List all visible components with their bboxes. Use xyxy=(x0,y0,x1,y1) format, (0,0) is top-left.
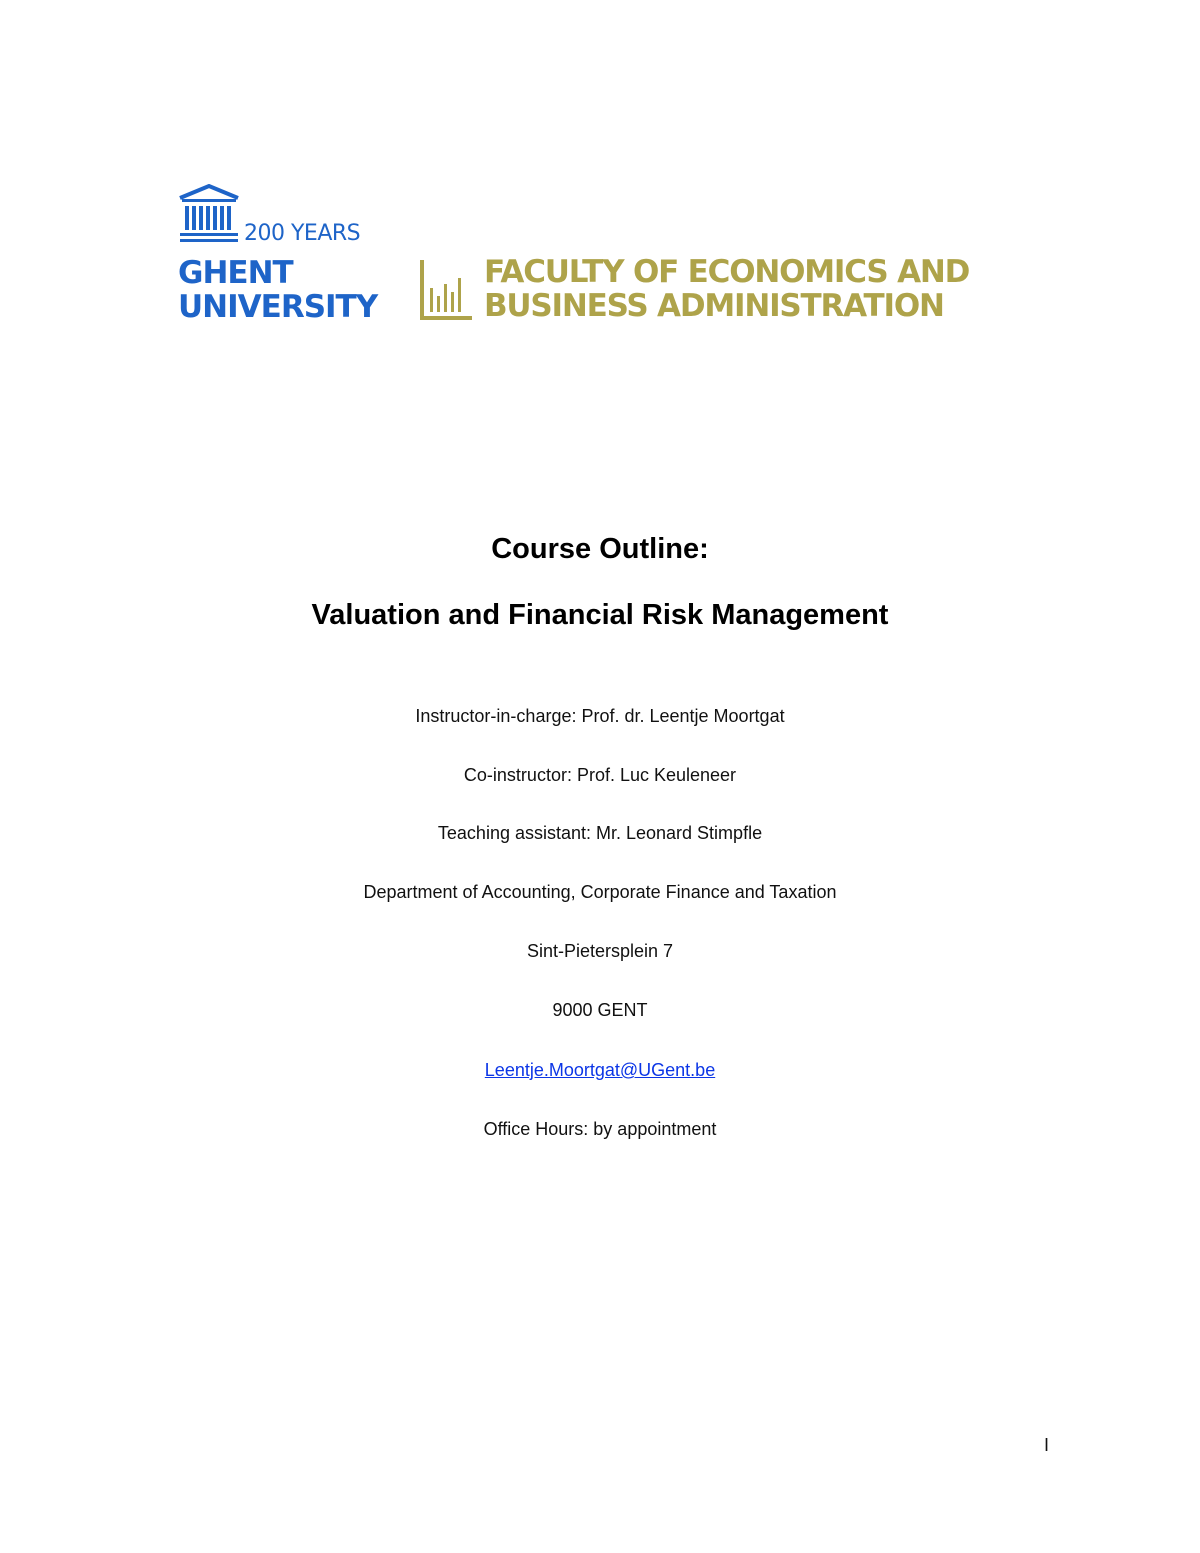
co-instructor-line: Co-instructor: Prof. Luc Keuleneer xyxy=(463,765,737,785)
faculty-logo xyxy=(418,254,970,326)
bar-chart-icon xyxy=(418,258,474,322)
document-title: Course Outline: xyxy=(491,533,709,565)
address-street: Sint-Pietersplein 7 xyxy=(526,941,674,961)
page-number: I xyxy=(1044,1435,1050,1455)
ghent-university-logo xyxy=(176,184,378,325)
ghent-name-line1: GHENT xyxy=(178,255,293,291)
course-title: Valuation and Financial Risk Management xyxy=(311,599,889,631)
ghent-name-line2: UNIVERSITY xyxy=(178,289,378,325)
department-line: Department of Accounting, Corporate Finance and Taxation xyxy=(363,882,837,902)
university-building-icon xyxy=(176,184,242,246)
ghent-years-label: 200 YEARS xyxy=(244,221,361,246)
address-city: 9000 GENT xyxy=(552,1000,648,1020)
email-link[interactable]: Leentje.Moortgat@UGent.be xyxy=(484,1060,716,1080)
instructor-line: Instructor-in-charge: Prof. dr. Leentje Moortgat xyxy=(415,706,785,726)
faculty-name-line2: BUSINESS ADMINISTRATION xyxy=(484,288,944,324)
office-hours-line: Office Hours: by appointment xyxy=(483,1119,717,1139)
faculty-name-line1: FACULTY OF ECONOMICS AND xyxy=(484,254,970,290)
email-row xyxy=(0,1058,1200,1082)
teaching-assistant-line: Teaching assistant: Mr. Leonard Stimpfle xyxy=(437,823,763,843)
